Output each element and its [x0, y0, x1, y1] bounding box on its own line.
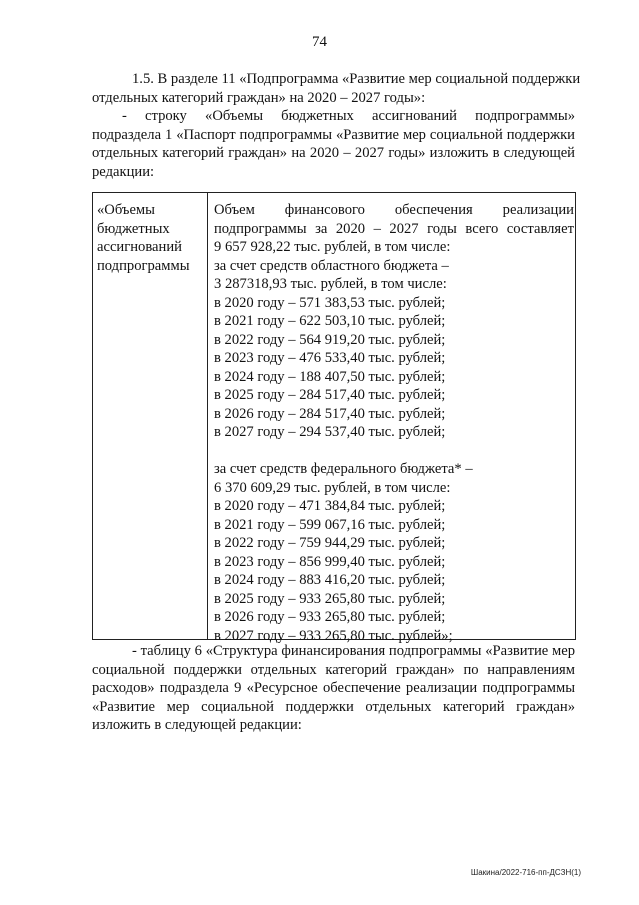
- after-line: - таблицу 6 «Структура финансирования подпрограммы «Развитие мер: [132, 643, 575, 659]
- regional-line: в 2022 году – 564 919,20 тыс. рублей;: [214, 331, 446, 348]
- federal-line: за счет средств федерального бюджета* –: [214, 461, 473, 477]
- budget-label-cell: [97, 201, 203, 275]
- after-line: социальной поддержки отдельных категорий граждан» по направлениям: [92, 661, 575, 678]
- federal-line: в 2020 году – 471 384,84 тыс. рублей;: [214, 498, 446, 514]
- after-line: расходов» подраздела 9 «Ресурсное обеспечение реализации подпрограммы: [92, 680, 575, 696]
- federal-line: в 2025 году – 933 265,80 тыс. рублей;: [214, 590, 446, 607]
- regional-line: за счет средств областного бюджета –: [214, 257, 449, 274]
- federal-line: в 2023 году – 856 999,40 тыс. рублей;: [214, 553, 446, 570]
- intro-line: отдельных категорий граждан» на 2020 – 2027 годы»:: [92, 89, 426, 106]
- regional-line: в 2021 году – 622 503,10 тыс. рублей;: [214, 313, 446, 329]
- summary-line: Объем финансового обеспечения реализации: [214, 202, 574, 218]
- intro-line: 1.5. В разделе 11 «Подпрограмма «Развитие мер социальной поддержки: [132, 71, 581, 87]
- federal-line: 6 370 609,29 тыс. рублей, в том числе:: [214, 479, 451, 496]
- label-line: «Объемы: [97, 202, 155, 218]
- federal-line: в 2026 году – 933 265,80 тыс. рублей;: [214, 609, 446, 625]
- federal-line: в 2022 году – 759 944,29 тыс. рублей;: [214, 535, 446, 551]
- regional-line: в 2024 году – 188 407,50 тыс. рублей;: [214, 368, 446, 385]
- after-line: изложить в следующей редакции:: [92, 717, 302, 733]
- regional-line: в 2026 году – 284 517,40 тыс. рублей;: [214, 405, 446, 422]
- summary-line: 9 657 928,22 тыс. рублей, в том числе:: [214, 239, 451, 255]
- budget-table: [92, 192, 576, 644]
- regional-line: в 2023 году – 476 533,40 тыс. рублей;: [214, 350, 446, 366]
- summary-line: подпрограммы за 2020 – 2027 годы всего составляет: [214, 220, 574, 237]
- regional-line: 3 287318,93 тыс. рублей, в том числе:: [214, 276, 447, 292]
- intro-line: подраздела 1 «Паспорт подпрограммы «Развитие мер социальной поддержки: [92, 126, 575, 143]
- intro-paragraph: [92, 70, 581, 181]
- regional-line: в 2027 году – 294 537,40 тыс. рублей;: [214, 424, 446, 440]
- intro-line: отдельных категорий граждан» на 2020 – 2027 годы» изложить в следующей: [92, 145, 575, 161]
- federal-line: в 2021 году – 599 067,16 тыс. рублей;: [214, 516, 446, 533]
- intro-line: редакции:: [92, 163, 155, 180]
- label-line: подпрограммы: [97, 257, 190, 274]
- federal-line: в 2024 году – 883 416,20 тыс. рублей;: [214, 572, 446, 588]
- blank-line: [214, 442, 574, 461]
- intro-line: - строку «Объемы бюджетных ассигнований подпрограммы»: [122, 108, 575, 124]
- page-number: 74: [312, 34, 327, 50]
- regional-line: в 2020 году – 571 383,53 тыс. рублей;: [214, 294, 446, 311]
- regional-line: в 2025 году – 284 517,40 тыс. рублей;: [214, 387, 446, 403]
- federal-line: в 2027 году – 933 265,80 тыс. рублей»;: [214, 627, 453, 644]
- document-code: Шакина/2022-716-пп-ДСЗН(1): [470, 868, 581, 877]
- after-paragraph: [92, 642, 575, 735]
- column-divider: [207, 193, 208, 639]
- label-line: ассигнований: [97, 239, 182, 255]
- label-line: бюджетных: [97, 220, 170, 237]
- after-line: «Развитие мер социальной поддержки отдельных категорий граждан»: [92, 698, 575, 715]
- budget-value-cell: [214, 201, 574, 645]
